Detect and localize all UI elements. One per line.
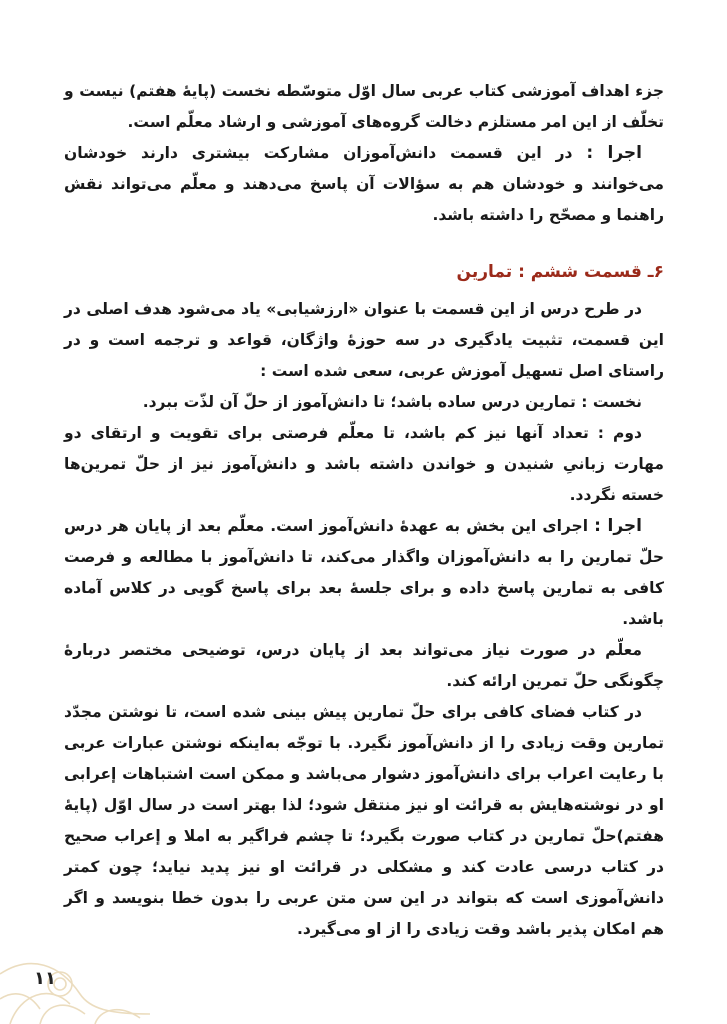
design-paragraph: در طرح درس از این قسمت با عنوان «ارزشیابی» یاد می‌شود هدف اصلی در این قسمت، تثبیت یادگیری در سه حوزهٔ واژگان، قواعد و ترجمه است و در راستای اصل تسهیل آموزش عربی، سعی شده است : bbox=[64, 300, 664, 380]
section-gap bbox=[64, 231, 664, 257]
page-body bbox=[64, 76, 664, 945]
first-point: نخست : تمارین درس ساده باشد؛ تا دانش‌آموز از حلّ آن لذّت ببرد. bbox=[142, 393, 642, 411]
book-paragraph: در کتاب فضای کافی برای حلّ تمارین پیش بینی شده است، تا نوشتن مجدّد تمارین وقت زیادی را از دانش‌آموز نگیرد. با توجّه به‌اینکه نوشتن عبارات عربی با رعایت اعراب برای دانش‌آموز دشوار می‌باشد و ممکن است اشتباهات إعرابی او در نوشته‌هایش به قرائت او نیز منتقل شود؛ لذا بهتر است در سال اوّل (پایهٔ هفتم)حلّ تمارین در کتاب صورت بگیرد؛ تا چشم فراگیر به املا و إعراب صحیح در کتاب درسی عادت کند و مشکلی در قرائت او نیز پدید نیاید؛ چون کمتر دانش‌آموزی است که بتواند در این سن متن عربی را بدون خطا بنویسد و اگر هم امکان پذیر باشد وقت زیادی را از او می‌گیرد. bbox=[64, 703, 664, 938]
intro-paragraph: جزء اهداف آموزشی کتاب عربی سال اوّل متوسّطه نخست (پایهٔ هفتم) نیست و تخلّف از این امر مستلزم دخالت گروه‌های آموزشی و ارشاد معلّم است. bbox=[64, 82, 664, 131]
ejra-text-2: اجرای این بخش به عهدهٔ دانش‌آموز است. معلّم بعد از پایان هر درس حلّ تمارین را به دانش‌آموزان واگذار می‌کند، تا دانش‌آموز با مطالعه و فرصت کافی به تمارین پاسخ داده و برای جلسهٔ بعد برای پاسخ گویی در کلاس آماده باشد. bbox=[64, 517, 664, 628]
ejra-paragraph-2 bbox=[64, 511, 664, 635]
ejra-text-1: در این قسمت دانش‌آموزان مشارکت بیشتری دارند خودشان می‌خوانند و خودشان هم به سؤالات آن پاسخ می‌دهند و معلّم می‌تواند نقش راهنما و مصحّح را داشته باشد. bbox=[64, 144, 664, 224]
ejra-label-1: اجرا : bbox=[586, 143, 643, 163]
page-number: ۱۱ bbox=[34, 968, 56, 989]
section-heading: ۶ـ قسمت ششم : تمارین bbox=[456, 262, 664, 282]
corner-ornament-icon bbox=[0, 914, 150, 1024]
ejra-label-2: اجرا : bbox=[594, 516, 643, 536]
teacher-paragraph: معلّم در صورت نیاز می‌تواند بعد از پایان درس، توضیحی مختصر دربارهٔ چگونگی حلّ تمرین ارائه کند. bbox=[64, 641, 664, 690]
ejra-paragraph-1 bbox=[64, 138, 664, 231]
second-point: دوم : تعداد آنها نیز کم باشد، تا معلّم فرصتی برای تقویت و ارتقای دو مهارت زبانیِ شنیدن و خواندن داشته باشد و دانش‌آموز نیز از حلّ تمرین‌ها خسته نگردد. bbox=[64, 424, 664, 504]
